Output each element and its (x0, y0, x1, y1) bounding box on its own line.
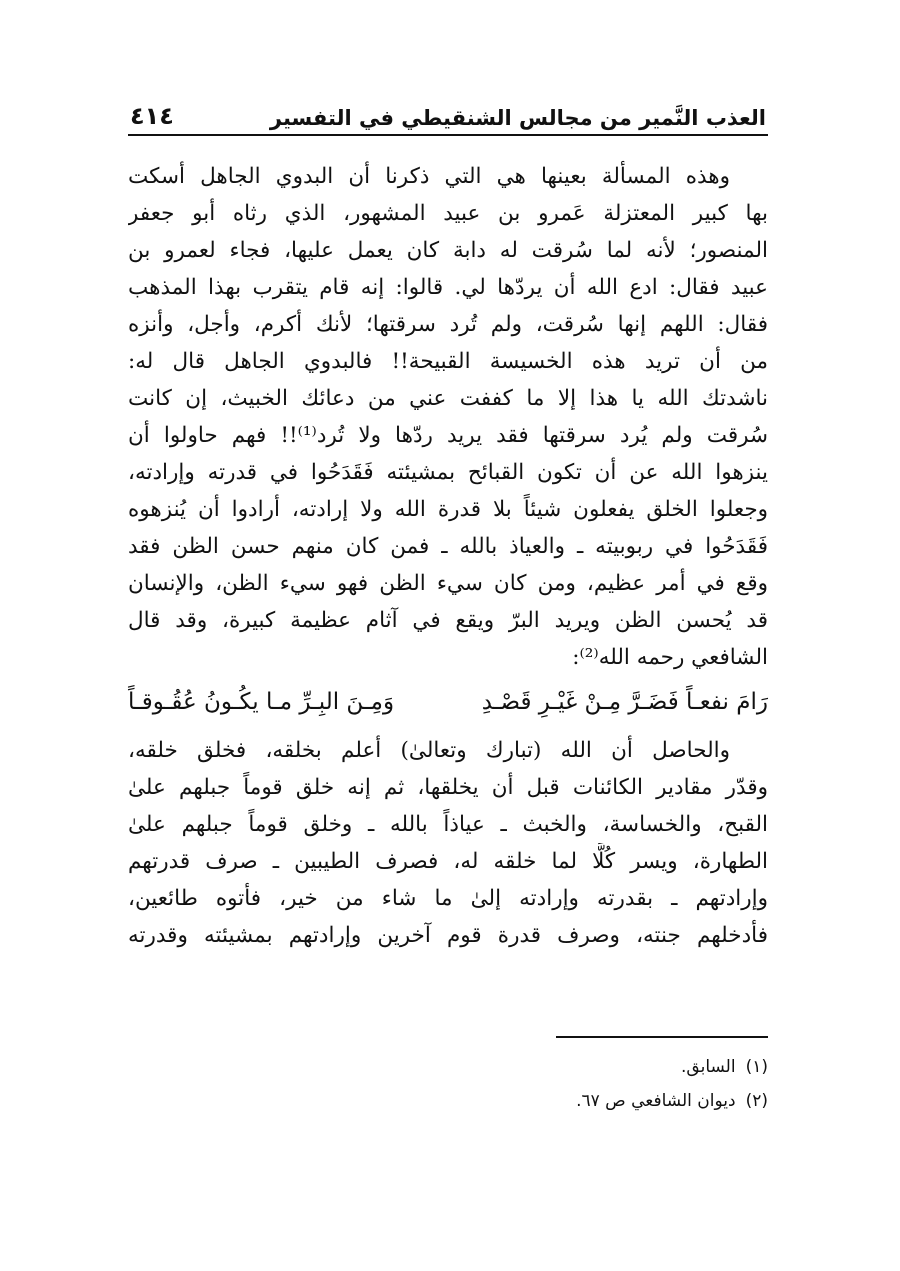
text-line: قد يُحسن الظن ويريد البرّ ويقع في آثام عظيمة كبيرة، وقد قال (128, 608, 768, 633)
text-line: ناشدتك الله يا هذا إلا ما كففت عني من دعائك الخبيث، إن كانت (128, 386, 768, 411)
footnote-item (128, 1084, 768, 1118)
footnotes (128, 1050, 768, 1118)
text-line: وإرادتهم ـ بقدرته وإرادته إلىٰ ما شاء من خير، فأتوه طائعين، (128, 886, 768, 911)
text-line: الطهارة، ويسر كُلًّا لما خلقه له، فصرف الطيبين ـ صرف قدرتهم (128, 849, 768, 874)
verse-second-hemistich: وَمِـنَ البِـرِّ مـا يكُـونُ عُقُـوقـاً (128, 689, 395, 715)
verse-first-hemistich: رَامَ نفعـاً فَضَـرَّ مِـنْ غَيْـرِ قَصْـدِ (481, 689, 768, 715)
text-line: وهذه المسألة بعينها هي التي ذكرنا أن البدوي الجاهل أسكت (128, 164, 730, 189)
text-line: وجعلوا الخلق يفعلون شيئاً بلا قدرة الله ولا إرادته، أرادوا أن يُنزهوه (128, 497, 768, 522)
text-line: بها كبير المعتزلة عَمرو بن عبيد المشهور، الذي رثاه أبو جعفر (128, 201, 768, 226)
text-line: القبح، والخساسة، والخبث ـ عياذاً بالله ـ وخلق قوماً جبلهم علىٰ (128, 812, 768, 837)
text-line: وقع في أمر عظيم، ومن كان سيء الظن فهو سيء الظن، والإنسان (128, 571, 768, 596)
page-header (128, 92, 768, 136)
footnote-number: (١) (745, 1057, 768, 1077)
text-line: عبيد فقال: ادع الله أن يردّها لي. قالوا: إنه قام يتقرب بهذا المذهب (128, 275, 768, 300)
poetry-verse (128, 682, 768, 722)
book-page (128, 92, 768, 1202)
page-number: ٤١٤ (130, 102, 174, 130)
main-text (128, 158, 768, 954)
footnote-number: (٢) (745, 1091, 768, 1111)
text-line: وقدّر مقادير الكائنات قبل أن يخلقها، ثم إنه خلق قوماً جبلهم علىٰ (128, 775, 768, 800)
footnote-text: ديوان الشافعي ص ٦٧. (576, 1091, 736, 1111)
footnote-divider (556, 1036, 768, 1038)
text-line: سُرقت ولم يُرد سرقتها فقد يريد ردّها ولا تُرد⁽¹⁾!! فهم حاولوا أن (128, 423, 768, 448)
running-title: العذب النَّمير من مجالس الشنقيطي في التفسير (269, 106, 766, 130)
text-line: من أن تريد هذه الخسيسة القبيحة!! فالبدوي الجاهل قال له: (128, 349, 768, 374)
footnote-item (128, 1050, 768, 1084)
text-line: فَقَدَحُوا في ربوبيته ـ والعياذ بالله ـ فمن كان منهم حسن الظن فقد (128, 534, 768, 559)
text-line: فقال: اللهم إنها سُرقت، ولم تُرد سرقتها؛ لأنك أكرم، وأجل، وأنزه (128, 312, 768, 337)
text-line: فأدخلهم جنته، وصرف قدرة قوم آخرين وإرادتهم بمشيئته وقدرته (128, 923, 768, 948)
text-line: الشافعي رحمه الله⁽²⁾: (572, 645, 768, 670)
text-line: المنصور؛ لأنه لما سُرقت له دابة كان يعمل عليها، فجاء لعمرو بن (128, 238, 768, 263)
text-line: والحاصل أن الله (تبارك وتعالىٰ) أعلم بخلقه، فخلق خلقه، (128, 738, 730, 763)
text-line: ينزهوا الله عن أن تكون القبائح بمشيئته فَقَدَحُوا في قدرته وإرادته، (128, 460, 768, 485)
footnote-text: السابق. (681, 1057, 736, 1077)
